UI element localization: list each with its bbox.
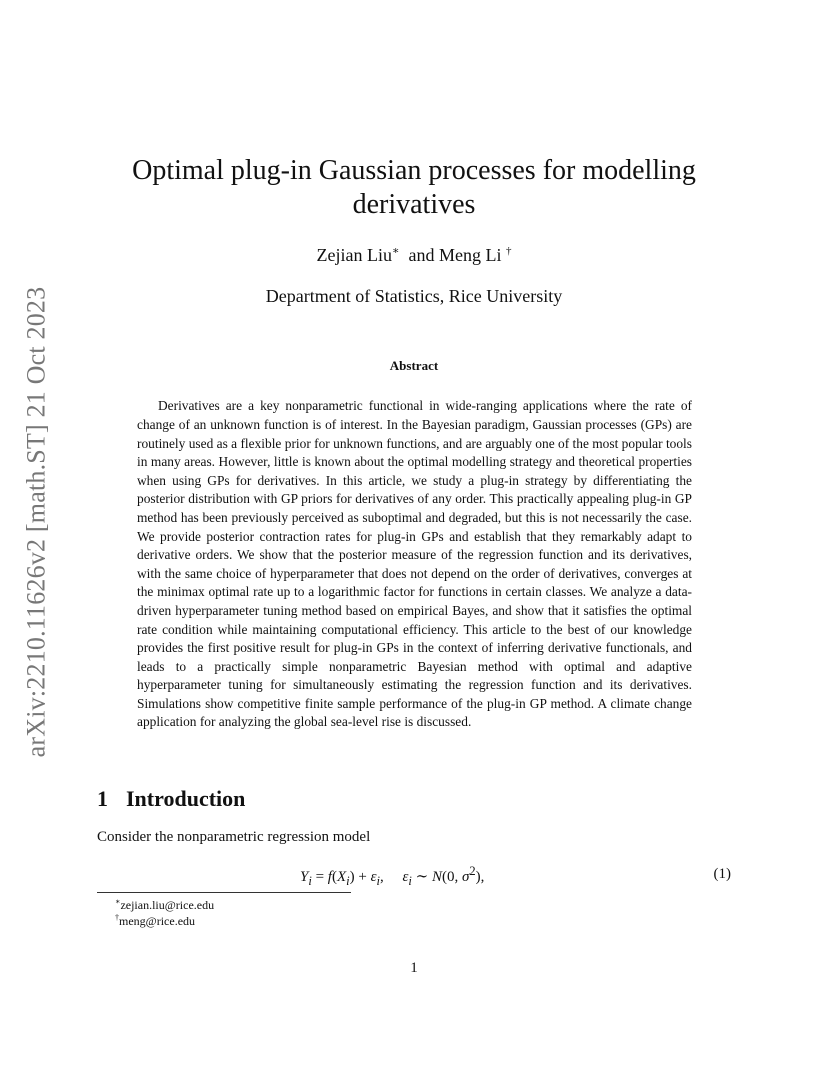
abstract-heading: Abstract [389,358,439,373]
intro-paragraph: Consider the nonparametric regression model [97,829,371,845]
footnote-2 [115,913,195,929]
section-number: 1 [97,786,108,811]
footnote-2-mark: † [115,913,119,922]
section-heading-introduction [97,786,245,812]
equation-rhs: $\varepsilon_i$ ∼ N(0, $\sigma^2$), [402,864,485,888]
author-2-footnote-mark: † [505,245,512,257]
paper-title [100,154,728,222]
arxiv-identifier-text: arXiv:2210.11626v2 [math.ST] 21 Oct 2023 [21,286,50,758]
author-list [100,244,728,266]
section-title: Introduction [126,786,246,811]
footnote-1-mark: ∗ [115,897,121,906]
footnote-2-email: meng@rice.edu [119,914,196,928]
author-2-name: Meng Li [438,245,502,265]
author-1-footnote-mark: ∗ [392,245,400,257]
author-affiliation: Department of Statistics, Rice University [265,286,563,306]
arxiv-identifier-stamp [14,272,58,772]
footnote-1-email: zejian.liu@rice.edu [120,898,215,912]
equation-number: (1) [713,866,731,882]
footnote-divider [97,892,351,893]
title-line-1: Optimal plug-in Gaussian processes for modelling [132,155,696,186]
abstract-body: Derivatives are a key nonparametric functional in wide-ranging applications where the rate of change of an unknown function is of interest. In the Bayesian paradigm, Gaussian processes (GPs) are routinely used as a flexible prior for unknown functions, and are arguably one of the most popular tools in many areas. However, little is known about the optimal modelling strategy and theoretical properties when using GPs for derivatives. In this article, we study a plug-in strategy by differentiating the posterior distribution with GP priors for derivatives of any order. This practically appealing plug-in GP method has been previously perceived as suboptimal and degraded, but this is not necessarily the case. We provide posterior contraction rates for plug-in GPs and establish that they remarkably adapt to derivative orders. We show that the posterior measure of the regression function and its derivatives, with the same choice of hyperparameter that does not depend on the order of derivatives, converges at the minimax optimal rate up to a logarithmic factor for functions in certain classes. We analyze a data-driven hyperparameter tuning method based on empirical Bayes, and show that it satisfies the optimal rate condition while maintaining computational efficiency. This article to the best of our knowledge provides the first positive result for plug-in GPs in the context of inferring derivative functionals, and leads to a practically simple nonparametric Bayesian method with optimal and adaptive hyperparameter tuning for simultaneously estimating the regression function and its derivatives. Simulations show competitive finite sample performance of the plug-in GP method. A climate change application for analyzing the global sea-level rise is discussed. [137,398,692,730]
page-number: 1 [410,960,418,976]
equation-lhs: $Y_i = f(X_i) + \varepsilon_i$, [300,869,384,888]
regression-equation [300,864,484,889]
footnote-1 [115,897,214,913]
title-line-2: derivatives [352,189,476,220]
author-connector: and [408,245,435,265]
author-1-name: Zejian Liu [316,245,392,265]
